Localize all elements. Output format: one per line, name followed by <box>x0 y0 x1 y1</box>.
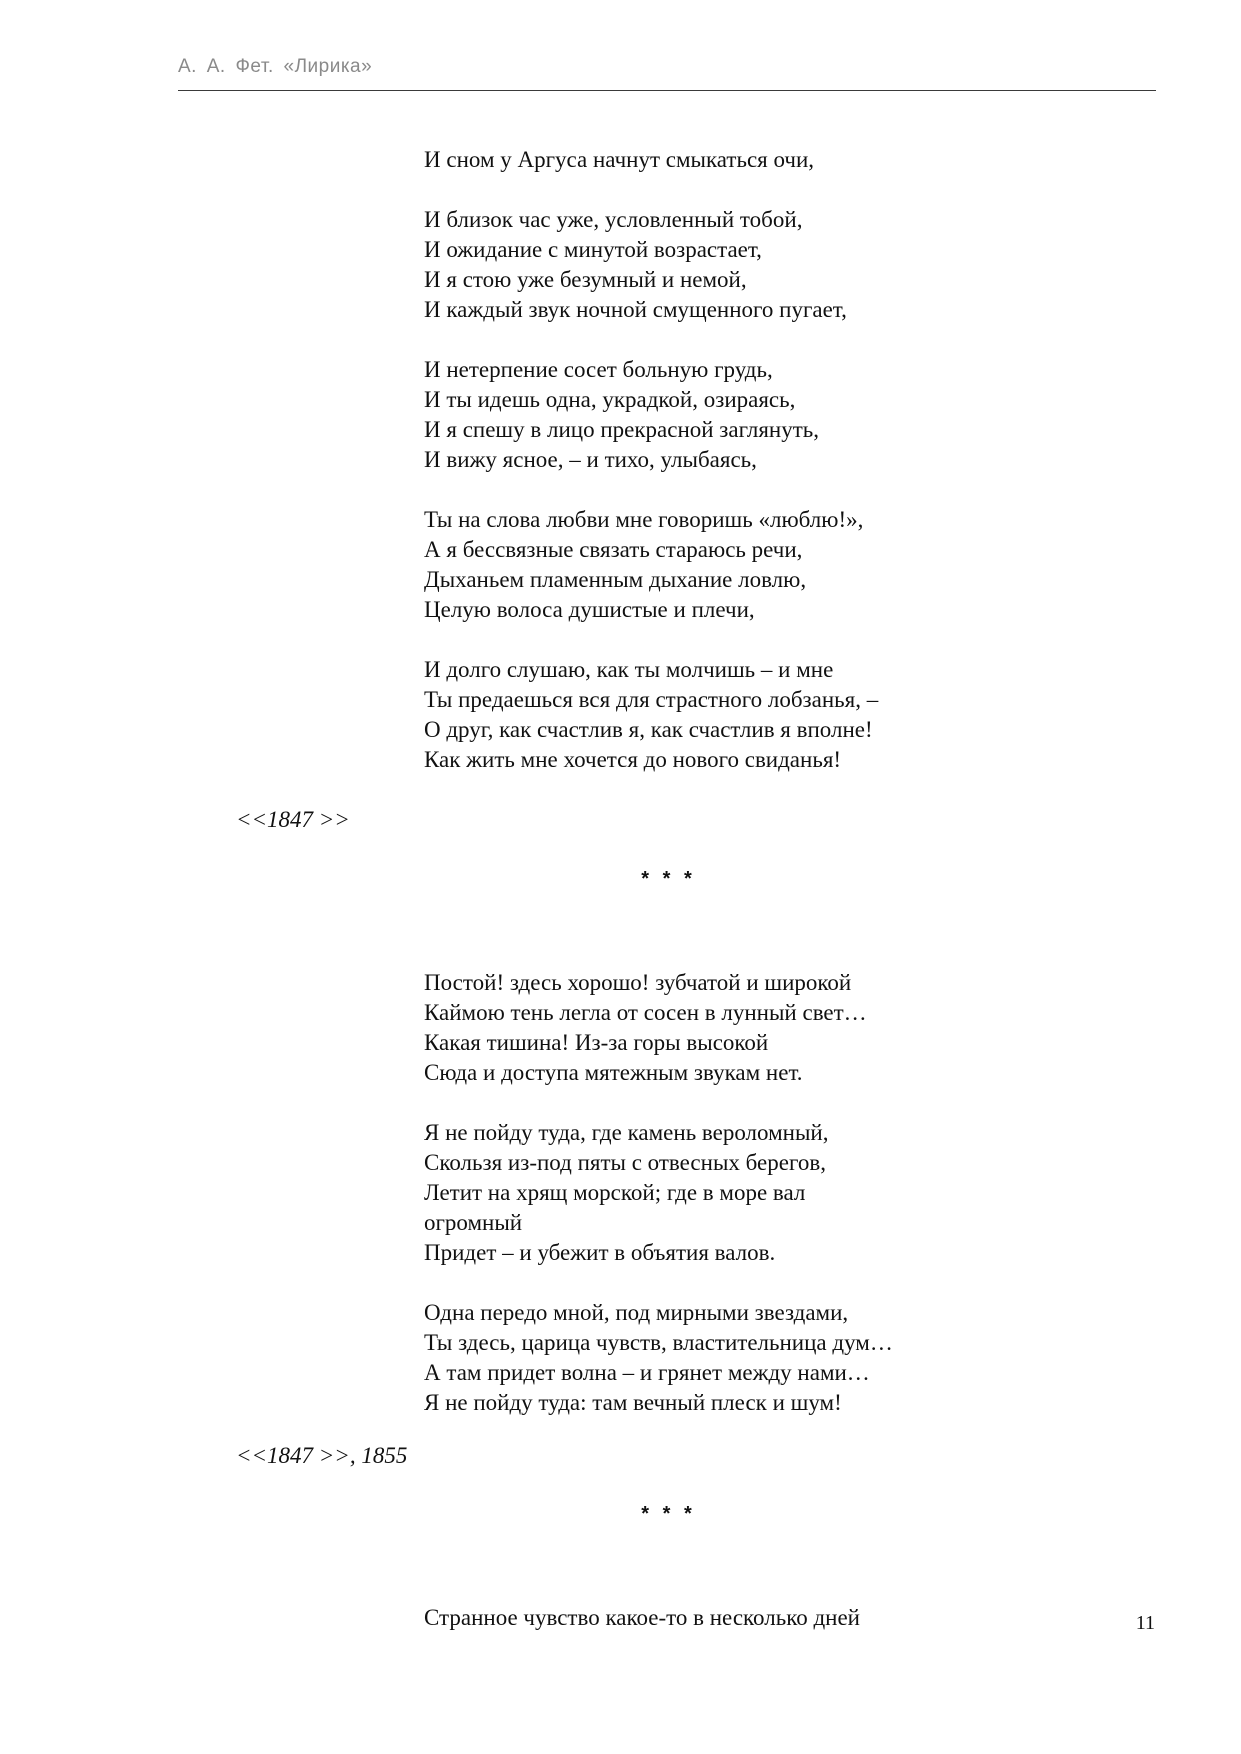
verse-line: И каждый звук ночной смущенного пугает, <box>424 297 847 322</box>
verse-line: А я бессвязные связать стараюсь речи, <box>424 537 803 562</box>
verse-line: Скользя из-под пяты с отвесных берегов, <box>424 1150 826 1175</box>
verse-line: О друг, как счастлив я, как счастлив я вполне! <box>424 717 873 742</box>
verse-line: И долго слушаю, как ты молчишь – и мне <box>424 657 834 682</box>
stanza <box>424 355 878 475</box>
verse-line: Странное чувство какое-то в несколько дней <box>424 1605 860 1630</box>
verse-line: Я не пойду туда, где камень вероломный, <box>424 1120 829 1145</box>
stanza <box>424 1118 893 1268</box>
poem-1 <box>424 145 878 775</box>
section-separator: * * * <box>641 1503 696 1525</box>
verse-line: огромный <box>424 1210 523 1235</box>
verse-line: Летит на хрящ морской; где в море вал <box>424 1180 806 1205</box>
poem-2-date: <<1847 >>, 1855 <box>236 1443 408 1468</box>
verse-line: Какая тишина! Из-за горы высокой <box>424 1030 769 1055</box>
verse-line: И близок час уже, условленный тобой, <box>424 207 803 232</box>
verse-line: Ты на слова любви мне говоришь «люблю!», <box>424 507 864 532</box>
verse-line: Постой! здесь хорошо! зубчатой и широкой <box>424 970 852 995</box>
verse-line: Одна передо мной, под мирными звездами, <box>424 1300 849 1325</box>
verse-line: Дыханьем пламенным дыхание ловлю, <box>424 567 807 592</box>
verse-line: И нетерпение сосет больную грудь, <box>424 357 773 382</box>
stanza <box>424 1603 860 1633</box>
verse-line: И я спешу в лицо прекрасной заглянуть, <box>424 417 820 442</box>
header-title: А. А. Фет. «Лирика» <box>178 56 373 77</box>
verse-line: И вижу ясное, – и тихо, улыбаясь, <box>424 447 757 472</box>
verse-line: Каймою тень легла от сосен в лунный свет… <box>424 1000 867 1025</box>
stanza <box>424 655 878 775</box>
stanza <box>424 145 878 175</box>
verse-line: И ты идешь одна, украдкой, озираясь, <box>424 387 796 412</box>
verse-line: Сюда и доступа мятежным звукам нет. <box>424 1060 803 1085</box>
verse-line: И ожидание с минутой возрастает, <box>424 237 762 262</box>
verse-line: Придет – и убежит в объятия валов. <box>424 1240 776 1265</box>
page-header <box>178 56 1156 91</box>
verse-line: А там придет волна – и грянет между нами… <box>424 1360 870 1385</box>
stanza <box>424 968 893 1088</box>
poem-1-date: <<1847 >> <box>236 807 350 832</box>
stanza <box>424 1298 893 1418</box>
verse-line: И сном у Аргуса начнут смыкаться очи, <box>424 147 815 172</box>
page-number: 11 <box>1135 1612 1155 1634</box>
stanza <box>424 205 878 325</box>
verse-line: Я не пойду туда: там вечный плеск и шум! <box>424 1390 842 1415</box>
verse-line: Ты здесь, царица чувств, властительница дум… <box>424 1330 893 1355</box>
verse-line: Как жить мне хочется до нового свиданья! <box>424 747 842 772</box>
verse-line: Ты предаешься вся для страстного лобзанья, – <box>424 687 879 712</box>
verse-line: Целую волоса душистые и плечи, <box>424 597 755 622</box>
verse-line: И я стою уже безумный и немой, <box>424 267 747 292</box>
section-separator: * * * <box>641 868 696 890</box>
poem-2 <box>424 968 893 1418</box>
stanza <box>424 505 878 625</box>
poem-3 <box>424 1603 860 1633</box>
